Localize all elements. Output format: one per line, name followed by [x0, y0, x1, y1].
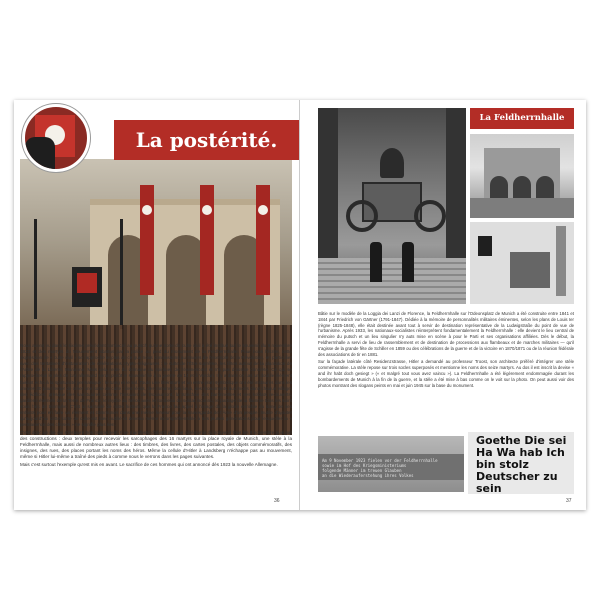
roundel-photo	[22, 104, 90, 172]
paragraph: Sur la façade latérale côté Residenzstrasse, Hitler a demandé au professeur Troost, son architecte préféré d'intégrer une stèle commémorative. La stèle repose sur trois socles superposés et mentionne les noms des seize martyrs. Au dos il est inscrit la devise « and ihr habt doch gesiegt » (« et malgré tout vous avez vaincu »). La Feldherrnhalle a été légèrement endommagée durant les bombardements de Munich à la fin de la guerre, et la stèle a été mise à bas comme on le voit sur la photo. On peut aussi voir des photos montrant des slogans peints en mai et juin 1945 sur la base du monument.	[318, 359, 574, 388]
wreath-icon	[414, 200, 446, 232]
right-body-text	[318, 311, 574, 390]
arcade-building	[90, 199, 280, 325]
flagpole	[34, 219, 37, 319]
page-number: 37	[566, 498, 572, 504]
red-banner	[200, 185, 214, 295]
section-title: La Feldherrnhalle	[479, 113, 565, 123]
square-ground	[470, 198, 574, 218]
memorial-photo	[318, 108, 466, 304]
graffiti-text: Goethe Die sei Ha Wa hab Ich bin stolz Deutscher zu sein	[476, 434, 567, 494]
feldherrnhalle-photo	[470, 134, 574, 218]
soldier	[402, 242, 414, 282]
loggia-building	[484, 148, 560, 198]
black-standard	[72, 267, 102, 307]
left-body-text	[20, 343, 292, 470]
paragraph: C'est donc un rite qui s'instaure très rapidement. Il se manifeste d'abord par une cérémonie du souvenir tous les 9 novembre puis par des constructions : deux temples pour recevoir les sarcophages des 16 martyrs sur la place royale de Munich, une stèle à la Feldherrnhalle, mais aussi de nombreux autres lieux : des timbres, des livres, des cartes postales, des objets commémoratifs, des insignes, des rues, des places portant les noms des héros. Même la cellule d'Hitler à Landsberg n'échappe pas au mouvement, même si Hitler lui-même a traîné des pieds à comme nous le verrons dans les pages suivantes.	[20, 429, 292, 460]
figure-silhouette	[478, 236, 492, 256]
eagle-icon	[380, 148, 404, 178]
page-number: 36	[274, 498, 280, 504]
inscription-photo	[318, 436, 464, 492]
left-page	[14, 100, 299, 510]
flagpole	[120, 219, 123, 329]
wall-inscription: Am 9 November 1923 fielen vor der Feldherrnhalle sowie im Hof des Kriegsministeriums folgende Männer im treuen Glauben an die Wiederauferstehung ihres Volkes	[322, 458, 438, 478]
damaged-stele-photo	[470, 222, 574, 304]
figure-silhouette	[25, 137, 55, 172]
red-banner	[256, 185, 270, 295]
paragraph: Mais c'est surtout l'exemple qu'est mis en avant. Le sacrifice de ces hommes qui ont annoncé dès 1923 la nouvelle Allemagne.	[20, 461, 278, 467]
page-title: La postérité.	[135, 128, 278, 152]
rubble	[510, 252, 550, 288]
column	[556, 226, 566, 296]
wreath-icon	[346, 200, 378, 232]
paragraph: Nous avons vu dans le sixième précédent consacré au putsch qu'une sorte de culte civil a été institué sur le souvenir du 9 novembre 1923 et des martyrs du Mouvement abattus par la police au pied du monument de la Feldherrnhalle. Pour nous l'écrire, cette expression de « culte civil » se rapproche le plus de ce que nous connaissons au travers de l'exemple de la Révolution, en particulier avec des tentatives d'instauration de célébrations crypto-religieuses : le culte de l'Être suprême, les fêtes autour de la plantation de l'Arbre de la Liberté, Marianne. Mais cela reste du domaine du spirituel, de l'évanescent et n'a pas d'assise concrète. Ce qui se rapprocherait le plus de cas allemand serait plutôt le souvenir lié à la guerre de 14 et à Verdun. Il y a dans ce cas un double élément faisant écho à la spiritualité germanique : le sang et le sol. Toute une littérature et un entre-plan symbolique ont été instaurés dans les années 20 pour tenter de créer une sorte de culte : des récits, des romans, des lieux, des monuments aux morts dans chaque village, des édifices, presque des sanctuaires comme l'ossuaire de Douaumont, la tranchée des baïonnettes et ses soldats recouverts, gardiens éternels de la Terre de France, le mythe du héros avec le tombeau du soldat inconnu, le partage de la flamme tous les soirs sous l'arc de triomphe. C'est la sacralité de notre histoire que la France fait appel à l'image de la gloire enrichie du sang de ses enfants pour en faire un élément et communier dans une même ferveur pour la sauvegarde de l'Âme d'un peuple. Inutile d'ajouter qu'aujourd'hui cette sorte de culte est bien oublié et devenu même incompréhensible à nos jeunes générations pour lesquelles la « permanence des choses » ne signifie plus rien.	[20, 343, 292, 428]
right-page	[300, 100, 586, 510]
soldier	[370, 242, 382, 282]
steps	[318, 258, 466, 304]
graffiti-photo	[468, 432, 574, 494]
red-banner	[140, 185, 154, 295]
paragraph: Bâtie sur le modèle de la Loggia dei Lanzi de Florence, la Feldherrnhalle sur l'Odeonsplatz de Munich a été construite entre 1841 et 1844 par Friedrich von Gärtner (1791-1847). Dédiée à la mémoire de personnalités militaires éminentes, selon les plans de Louis Ier (règne 1825-1848), elle était destinée avant tout à servir de destination représentative de la Ludwigstraße du point de vue de l'urbanisme. Après 1933, les nationaux-socialistes réinterprétent fondamentalement la Feldherrnhalle : elle devient le lieu central de mémoire du putsch et un lieu singulier n'y auts mise en scène à pour le Parti et ses organisations affiliées. Dès le début, la Feldherrnhalle a servi de lieu de rassemblement et de destination de processions aux flambeaux et de marches militaires — qu'il s'agisse de la grande fête de Schiller en 1859 ou des célébrations de la guerre et de la victoire en 1870/1871 ou de la réunion fédérale des associations de tir en 1881.	[318, 311, 574, 357]
